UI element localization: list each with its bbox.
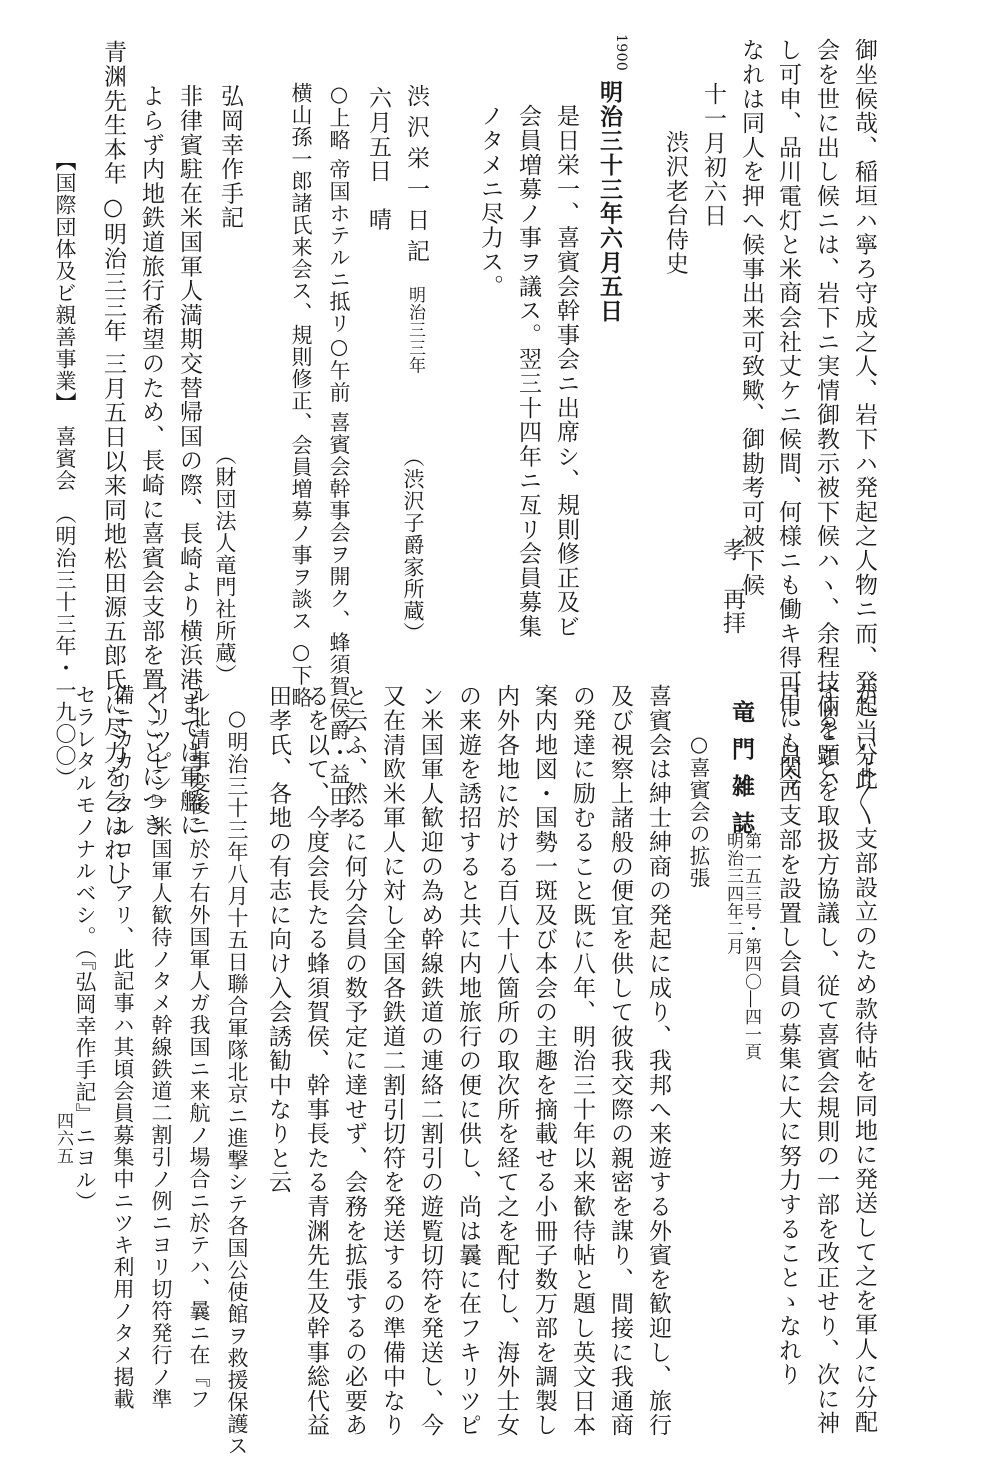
diary-date: 六月五日 晴 bbox=[365, 86, 391, 232]
body-line-5: 内外各地に於ける百八十八箇所の取次所を経て之を配付し、海外士女 bbox=[493, 684, 519, 1438]
magazine-date: 明治三四年二月 bbox=[723, 832, 743, 956]
section-title: ○喜賓会の拡張 bbox=[687, 732, 711, 889]
body-line-2: 及び視察上諸般の便宜を供して彼我交際の親密を謀り、間接に我通商 bbox=[607, 684, 633, 1438]
magazine-issue: 第一五三号・第四〇―四一頁 bbox=[741, 832, 761, 1061]
letter-line-4: なれは同人を押へ候事出来可致歟、御勘考可被下候 bbox=[738, 38, 764, 597]
body-line-6: の来遊を誘招すると共に内地旅行の便に供し、尚は曩に在フキリツピ bbox=[455, 684, 481, 1438]
continuation-line-3: 戸にも関西支部を設置し会員の募集に大に努力することゝなれり bbox=[775, 682, 801, 1387]
letter-line-2: 会を世に出し候ニは、岩下ニ実情御教示被下候ハヽ、余程技倆を顕ハ bbox=[813, 38, 839, 792]
continuation-line-2: することを取扱方協議し、従て喜賓会規則の一部を改正せり、次に神 bbox=[813, 682, 839, 1436]
body-line-11: 田孝氏、各地の有志に向け入会誘勧中なりと云 bbox=[265, 684, 291, 1195]
page-number: 四六五 bbox=[53, 1112, 73, 1165]
note-line-5: セラレタルモノナルベシ。（『弘岡幸作手記』ニヨル） bbox=[73, 684, 97, 1213]
body-line-8: 又在清欧米軍人に対し全国各鉄道二割引切符を発送するの準備中なり bbox=[379, 684, 405, 1438]
magazine-title: 竜門雑誌 bbox=[728, 700, 755, 848]
note-line-3: イリツピン』米国軍人歓待ノタメ幹線鉄道二割引ノ例ニヨリ切符発行ノ準 bbox=[149, 684, 173, 1410]
memo-line-2: よらず内地鉄道旅行希望のため、長崎に喜賓会支部を置くことにつき bbox=[138, 84, 164, 838]
continuation-line-1: が、いよ〳〵支部設立のため款待帖を同地に発送して之を軍人に分配 bbox=[851, 682, 877, 1434]
body-line-3: の発達に励むること既に八年、明治三十年以来歓待帖と題し英文日本 bbox=[569, 684, 595, 1438]
diary-source: （渋沢子爵家所蔵） bbox=[401, 446, 425, 644]
letter-line-3: し可申、品川電灯と米商会社丈ケニ候間、何様ニも働キ得可申、只今 bbox=[775, 38, 801, 792]
note-line-4: 備ニカカリタルコトアリ、此記事ハ其頃会員募集中ニツキ利用ノタメ掲載 bbox=[111, 684, 135, 1410]
body-line-9: と云ふ、然るに何分会員の数予定に達せず、会務を拡張するの必要あ bbox=[341, 684, 367, 1438]
note-line-2: ル北清事変後ニ於テ右外国軍人ガ我国ニ来航ノ場合ニ於テハ、曩ニ在『フ bbox=[187, 684, 211, 1410]
entry-body-line-1: 是日栄一、喜賓会幹事会ニ出席シ、規則修正及ビ bbox=[553, 104, 579, 639]
entry-date: 明治三十三年六月五日 bbox=[596, 80, 623, 323]
letter-addressee: 渋沢老台侍史 bbox=[662, 130, 688, 276]
diary-title: 渋沢栄一日記 bbox=[403, 84, 429, 270]
entry-year-western: 1900 bbox=[613, 34, 629, 72]
entry-body-line-3: ノタメニ尽力ス。 bbox=[477, 104, 503, 299]
body-line-7: ン米国軍人歓迎の為め幹線鉄道の連絡二割引の遊覧切符を発送し、今 bbox=[417, 684, 443, 1438]
diary-line-2: 横山孫一郎諸氏来会ス、規則修正、会員増募ノ事ヲ談ス ○下略 bbox=[289, 82, 313, 709]
body-line-1: 喜賓会は紳士紳商の発起に成り、我邦へ来遊する外賓を歓迎し、旅行 bbox=[645, 684, 671, 1438]
memo-line-1: 非律賓駐在米国軍人満期交替帰国の際、長崎より横浜港までは軍艦に bbox=[176, 84, 202, 838]
body-line-10: るを以て、今度会長たる蜂須賀侯、幹事長たる青渊先生及幹事総代益 bbox=[303, 684, 329, 1438]
letter-line-1: 御坐候哉、稲垣ハ寧ろ守成之人、岩下ハ発起之人物ニ而、発起当分此 bbox=[851, 38, 877, 792]
memo-line-3: 青渊先生本年 ○明治三三年 三月五日以来同地松田源五郎氏に尽力を乞はれし bbox=[100, 40, 126, 887]
page-footer-section: 【国際団体及ビ親善事業】 喜賓会 （明治三十三年・一九〇〇） bbox=[53, 150, 77, 789]
diary-year: 明治三三年 bbox=[405, 286, 425, 374]
memo-source: （財団法人竜門社所蔵） bbox=[213, 444, 237, 686]
body-line-4: 案内地図・国勢一斑及び本会の主趣を摘載せる小冊子数万部を調製し bbox=[531, 684, 557, 1438]
entry-body-line-2: 会員増募ノ事ヲ議ス。翌三十四年ニ亙リ会員募集 bbox=[515, 104, 541, 639]
note-line-1: ○明治三十三年八月十五日聯合軍隊北京ニ進撃シテ各国公使館ヲ救援保護ス bbox=[225, 706, 249, 1457]
letter-signature: 孝 再拝 bbox=[719, 538, 745, 636]
diary-line-1: ○上略 帝国ホテルニ抵リ○午前 喜賓会幹事会ヲ開ク、蜂須賀侯爵・益田孝 bbox=[327, 82, 351, 830]
letter-date: 十一月初六日 bbox=[700, 82, 726, 228]
memo-title: 弘岡幸作手記 bbox=[217, 84, 243, 230]
